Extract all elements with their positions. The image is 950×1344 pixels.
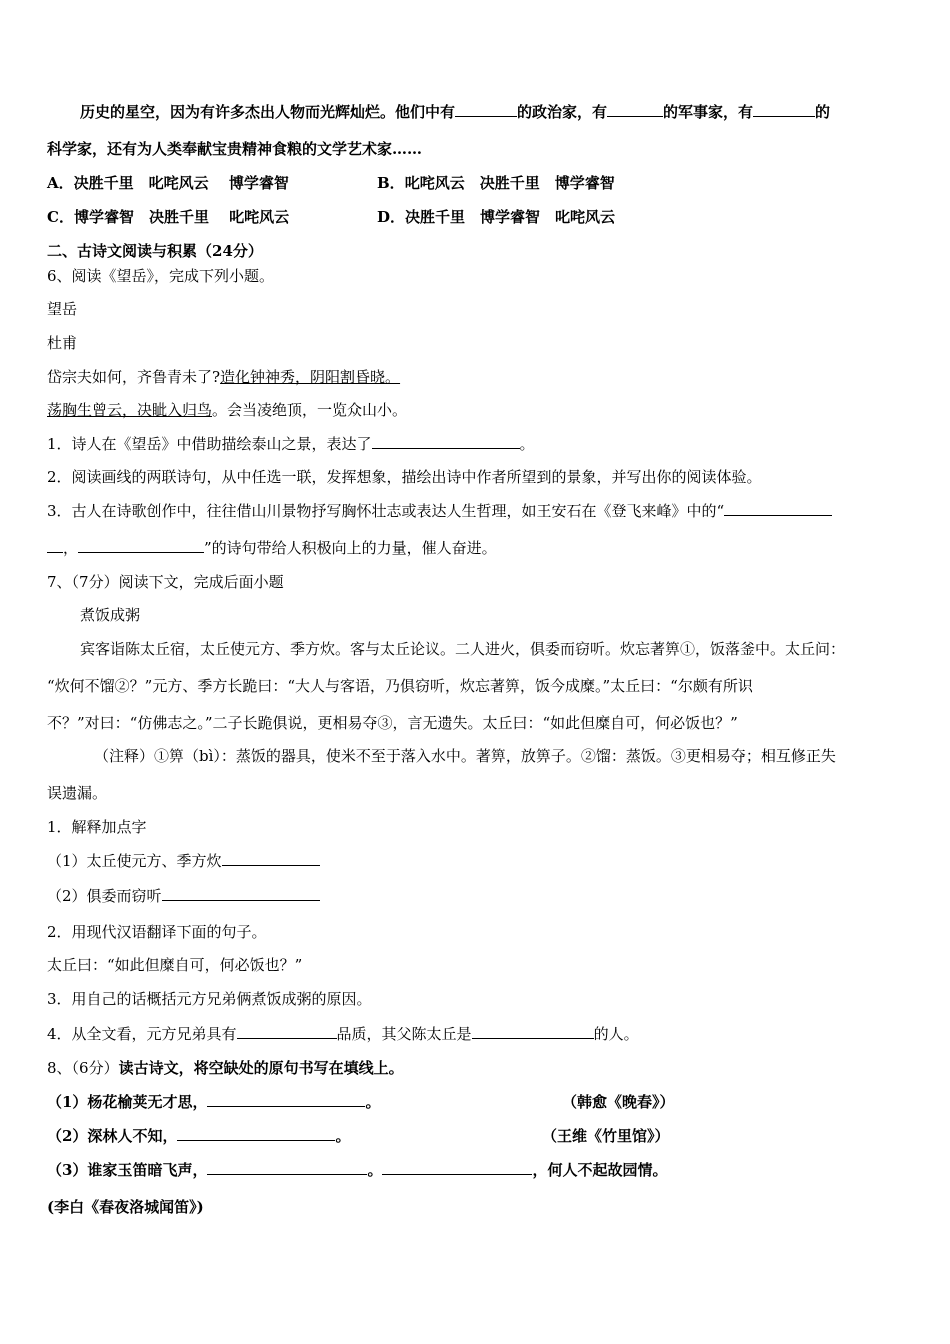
option-key: A． [47,174,74,192]
q8-intro [47,1058,404,1078]
question-text: 读古诗文，将空缺处的原句书写在填线上。 [118,1059,404,1077]
option-text: 叱咤风云 决胜千里 博学睿智 [404,174,615,192]
poem-text: 岱宗夫如何，齐鲁青未了? [47,368,221,386]
option-key: B． [377,174,405,192]
q7-sub1-1 [47,851,320,871]
question-text: 1．诗人在《望岳》中借助描绘泰山之景，表达了 [47,435,372,453]
blank[interactable] [472,1024,594,1039]
q6-sub2: 2．阅读画线的两联诗句，从中任选一联，发挥想象，描绘出诗中作者所望到的景象，并写出你的阅读体验。 [47,468,762,486]
question-text: 。 [365,1093,381,1111]
q5-text-c: 的军事家，有 [663,103,754,121]
q8-item2-source: （王维《竹里馆》） [542,1127,670,1145]
question-text: 。 [519,435,535,453]
blank[interactable] [607,102,663,117]
option-a[interactable] [47,173,289,193]
q7-sub3: 3．用自己的话概括元方兄弟俩煮饭成粥的原因。 [47,990,372,1008]
q5-text-d: 的 [815,103,831,121]
blank[interactable] [207,1092,365,1107]
option-d[interactable] [377,207,615,227]
q7-intro: 7、（7分）阅读下文，完成后面小题 [47,573,284,591]
question-text: ， [63,539,79,557]
question-text: ，何人不起故园情。 [532,1161,668,1179]
question-text: 。 [367,1161,383,1179]
passage-p2: “炊何不馏②？”元方、季方长跪曰：“大人与客语，乃俱窃听，炊忘著箅，饭今成糜。”太丘曰：“尔颇有所识 [47,677,753,695]
blank[interactable] [78,538,204,553]
q8-item1 [47,1092,380,1112]
q5-text-b: 的政治家，有 [517,103,608,121]
question-text: （3）谁家玉笛暗飞声， [47,1161,208,1179]
blank[interactable] [455,102,517,117]
q5-text-a: 历史的星空，因为有许多杰出人物而光辉灿烂。他们中有 [80,103,456,121]
option-key: C． [47,208,74,226]
question-text: 8、（6分） [47,1059,119,1077]
q8-item2 [47,1126,350,1146]
underlined-verse: 荡胸生曾云，决眦入归鸟 [47,401,213,419]
q5-line1 [80,102,830,122]
poem-text: 。会当凌绝顶，一览众山小。 [212,401,408,419]
option-c[interactable] [47,207,289,227]
q7-sub2: 2．用现代汉语翻译下面的句子。 [47,923,267,941]
q7-sub4 [47,1024,639,1044]
passage-title: 煮饭成粥 [80,606,141,624]
q6-sub3-cont [47,538,497,558]
question-text: 4．从全文看，元方兄弟具有 [47,1025,237,1043]
q6-sub1 [47,434,535,454]
blank[interactable] [162,886,320,901]
q7-sub1-2 [47,886,320,906]
poem-line-2 [47,400,407,420]
question-text: ”的诗句带给人积极向上的力量，催人奋进。 [204,539,497,557]
underlined-verse: 造化钟神秀，阴阳割昏晓。 [220,368,401,386]
q8-item3-source: (李白《春夜洛城闻笛》) [47,1198,204,1216]
q6-sub3 [47,501,832,521]
option-text: 博学睿智 决胜千里 叱咤风云 [73,208,290,226]
option-key: D． [377,208,406,226]
section-title: 二、古诗文阅读与积累（24分） [47,242,263,260]
passage-p1: 宾客诣陈太丘宿，太丘使元方、季方炊。客与太丘论议。二人进火，俱委而窃听。炊忘著箅①，饭落釜中。太丘问： [80,640,846,658]
passage-p3: 不？”对曰：“仿佛志之。”二子长跪俱说，更相易夺③，言无遗失。太丘曰：“如此但糜自可，何必饭也？” [47,714,738,732]
q5-line2: 科学家，还有为人类奉献宝贵精神食粮的文学艺术家…… [47,140,423,158]
poem-author: 杜甫 [47,334,78,352]
q7-sub2-text: 太丘曰：“如此但糜自可，何必饭也？” [47,956,303,974]
blank[interactable] [222,851,320,866]
passage-note-1: （注释）①箅（bì）：蒸饭的器具，使米不至于落入水中。著箅，放箅子。②馏：蒸饭。③更相易夺；相互修正失 [94,747,836,765]
blank[interactable] [372,434,520,449]
blank[interactable] [382,1160,532,1175]
question-text: 3．古人在诗歌创作中，往往借山川景物抒写胸怀壮志或表达人生哲理，如王安石在《登飞来峰》中的“ [47,502,725,520]
question-text: （1）太丘使元方、季方炊 [47,852,222,870]
blank[interactable] [724,501,832,516]
poem-line-1 [47,367,400,387]
option-text: 决胜千里 博学睿智 叱咤风云 [405,208,616,226]
question-text: （2）俱委而窃听 [47,887,162,905]
question-text: 。 [335,1127,351,1145]
blank[interactable] [47,538,63,553]
question-text: 的人。 [593,1025,639,1043]
option-b[interactable] [377,173,615,193]
poem-title: 望岳 [47,300,78,318]
blank[interactable] [207,1160,367,1175]
option-text: 决胜千里 叱咤风云 博学睿智 [73,174,289,192]
blank[interactable] [753,102,815,117]
q8-item3 [47,1160,667,1180]
question-text: （2）深林人不知， [47,1127,178,1145]
question-text: 品质，其父陈太丘是 [336,1025,472,1043]
q8-item1-source: （韩愈《晚春》） [562,1093,675,1111]
blank[interactable] [177,1126,335,1141]
q7-sub1: 1．解释加点字 [47,818,147,836]
blank[interactable] [237,1024,337,1039]
passage-note-2: 误遗漏。 [47,784,108,802]
q6-intro: 6、阅读《望岳》，完成下列小题。 [47,267,275,285]
question-text: （1）杨花榆荚无才思， [47,1093,208,1111]
